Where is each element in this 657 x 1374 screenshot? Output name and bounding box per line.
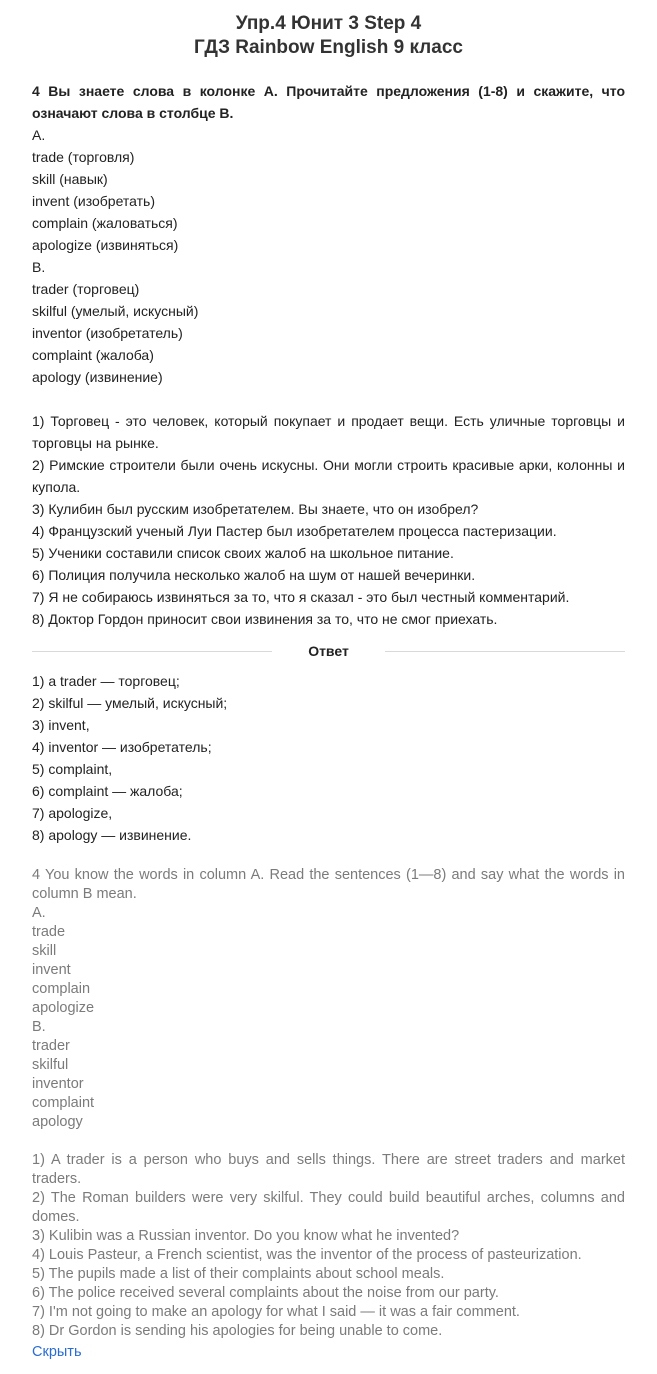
column-b-word: skilful (умелый, искусный) — [32, 303, 199, 319]
answer-item: 4) inventor — изобретатель; — [32, 739, 212, 755]
column-b-label: В. — [32, 259, 46, 275]
answer-item: 5) complaint, — [32, 761, 113, 777]
divider-line-right — [385, 651, 625, 652]
page-title — [32, 12, 625, 60]
original-sentence: 8) Dr Gordon is sending his apologies for being unable to come. — [32, 1323, 443, 1339]
original-heading: 4 You know the words in column A. Read the sentences (1—8) and say what the words in column B mean. — [32, 867, 625, 902]
column-a-word: trade (торговля) — [32, 149, 135, 165]
original-column-b-word: trader — [32, 1038, 70, 1054]
original-sentence: 4) Louis Pasteur, a French scientist, was the inventor of the process of pasteurization. — [32, 1247, 582, 1263]
answer-item: 6) complaint — жалоба; — [32, 783, 183, 799]
answer-item: 1) a trader — торговец; — [32, 673, 180, 689]
original-sentence: 3) Kulibin was a Russian inventor. Do you know what he invented? — [32, 1228, 460, 1244]
divider-line-left — [32, 651, 272, 652]
original-column-b-label: B. — [32, 1019, 46, 1035]
column-a-word: apologize (извиняться) — [32, 237, 179, 253]
sentence: 5) Ученики составили список своих жалоб на школьное питание. — [32, 545, 454, 561]
column-a-word: skill (навык) — [32, 171, 108, 187]
original-column-b-word: complaint — [32, 1095, 95, 1111]
task-heading: 4 Вы знаете слова в колонке А. Прочитайте предложения (1-8) и скажите, что означают слова в столбце В. — [32, 83, 625, 121]
original-column-b-word: skilful — [32, 1057, 69, 1073]
answer-item: 2) skilful — умелый, искусный; — [32, 695, 228, 711]
page — [32, 0, 625, 1362]
original-sentence: 5) The pupils made a list of their complaints about school meals. — [32, 1266, 445, 1282]
original-column-a-word: trade — [32, 924, 66, 940]
sentence: 7) Я не собираюсь извиняться за то, что я сказал - это был честный комментарий. — [32, 589, 570, 605]
column-b-word: inventor (изобретатель) — [32, 325, 183, 341]
original-column-a-word: complain — [32, 981, 91, 997]
page-title-line-2: ГДЗ Rainbow English 9 класс — [194, 37, 463, 58]
column-a-word: invent (изобретать) — [32, 193, 156, 209]
original-column-a-word: invent — [32, 962, 71, 978]
sentence: 3) Кулибин был русским изобретателем. Вы знаете, что он изобрел? — [32, 501, 479, 517]
original-column-a-label: A. — [32, 905, 46, 921]
column-b-word: apology (извинение) — [32, 369, 163, 385]
column-a-label: А. — [32, 127, 46, 143]
original-sentence: 6) The police received several complaints about the noise from our party. — [32, 1285, 499, 1301]
sentence: 2) Римские строители были очень искусны. Они могли строить красивые арки, колонны и купола. — [32, 457, 625, 495]
answer-item: 8) apology — извинение. — [32, 827, 192, 843]
answer-item: 7) apologize, — [32, 805, 113, 821]
original-sentence: 2) The Roman builders were very skilful. They could build beautiful arches, columns and domes. — [32, 1190, 625, 1225]
column-a-word: complain (жаловаться) — [32, 215, 178, 231]
original-column-b-word: inventor — [32, 1076, 84, 1092]
sentence: 4) Французский ученый Луи Пастер был изобретателем процесса пастеризации. — [32, 523, 557, 539]
column-b-word: trader (торговец) — [32, 281, 140, 297]
original-sentence: 7) I'm not going to make an apology for what I said — it was a fair comment. — [32, 1304, 520, 1320]
answer-label: Ответ — [308, 643, 349, 659]
original-column-b-word: apology — [32, 1114, 83, 1130]
original-column-a-word: apologize — [32, 1000, 95, 1016]
original-column-a-word: skill — [32, 943, 57, 959]
russian-words-section — [32, 124, 625, 388]
answer-list — [32, 670, 625, 846]
sentence: 1) Торговец - это человек, который покупает и продает вещи. Есть уличные торговцы и торговцы на рынке. — [32, 413, 625, 451]
column-b-word: complaint (жалоба) — [32, 347, 154, 363]
original-sentence: 1) A trader is a person who buys and sells things. There are street traders and market traders. — [32, 1152, 625, 1187]
sentence: 8) Доктор Гордон приносит свои извинения за то, что не смог приехать. — [32, 611, 498, 627]
original-english-section — [32, 866, 625, 1341]
sentence: 6) Полиция получила несколько жалоб на шум от нашей вечеринки. — [32, 567, 476, 583]
russian-sentences — [32, 410, 625, 630]
hide-link[interactable]: Скрыть — [32, 1344, 82, 1360]
answer-divider — [32, 640, 625, 662]
page-title-line-1: Упр.4 Юнит 3 Step 4 — [235, 13, 422, 34]
answer-item: 3) invent, — [32, 717, 90, 733]
